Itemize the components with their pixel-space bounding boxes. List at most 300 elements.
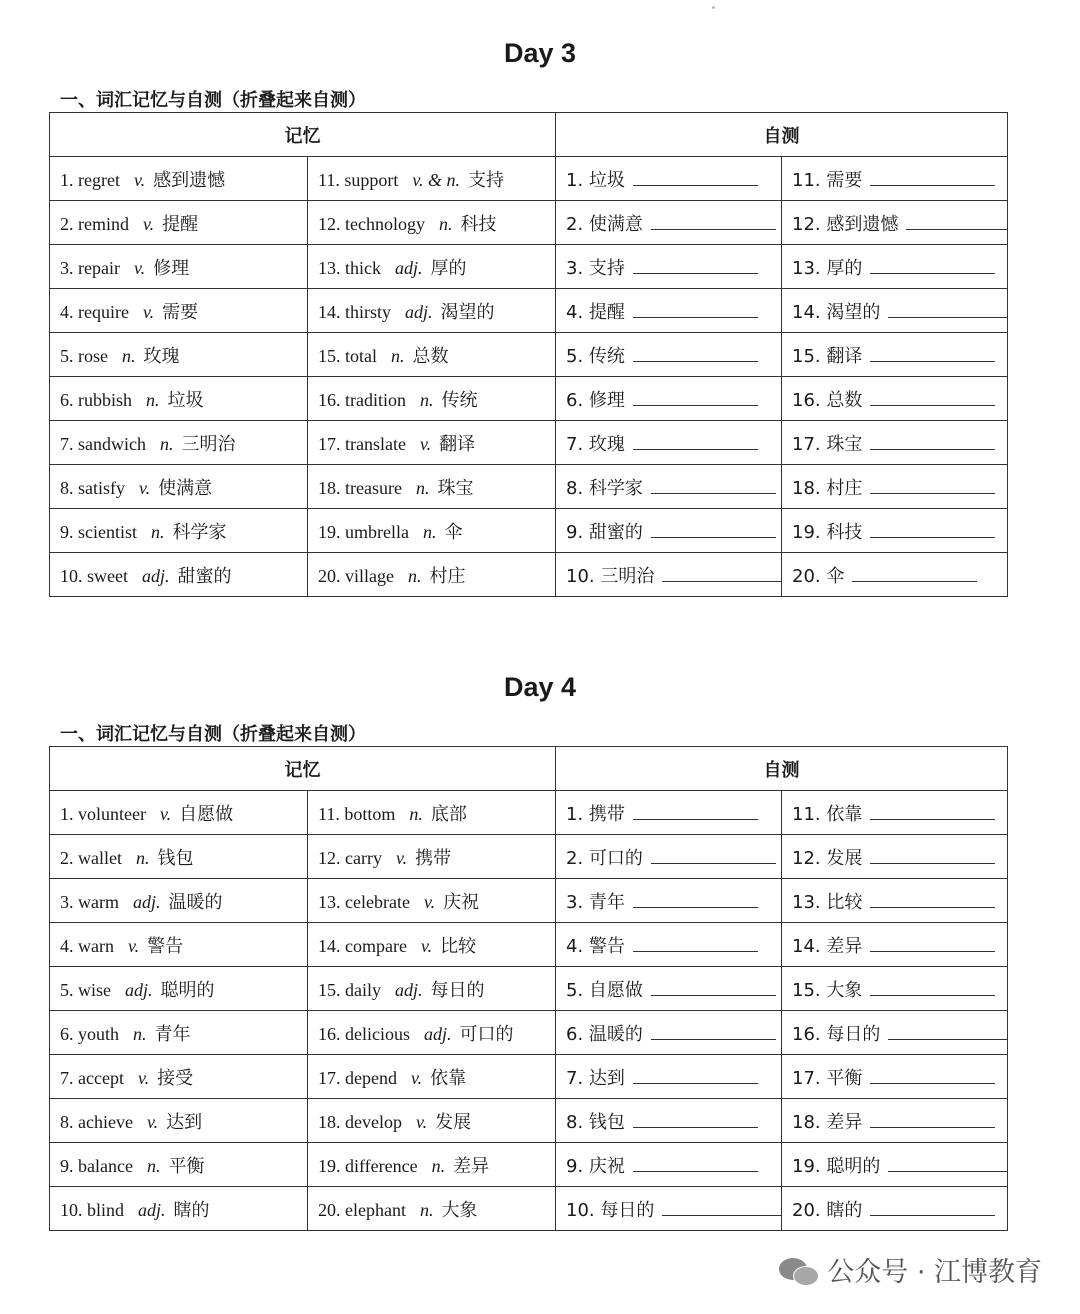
memory-cell xyxy=(50,967,308,1011)
answer-blank[interactable] xyxy=(662,1201,781,1216)
self-test-prompt: 19. 科技 xyxy=(792,521,863,543)
self-test-cell xyxy=(782,879,1008,923)
self-test-prompt: 11. 依靠 xyxy=(792,803,863,825)
memory-cell xyxy=(308,879,556,923)
self-test-cell xyxy=(782,1011,1008,1055)
word-part-of-speech: v. xyxy=(139,477,151,498)
memory-cell xyxy=(50,201,308,245)
self-test-prompt: 7. 达到 xyxy=(566,1067,625,1089)
memory-cell xyxy=(50,1143,308,1187)
word-english: 3. warm xyxy=(60,891,119,912)
word-english: 11. bottom xyxy=(318,803,396,824)
word-part-of-speech: v. xyxy=(133,169,146,190)
word-part-of-speech: v. & n. xyxy=(412,169,460,190)
word-english: 5. wise xyxy=(60,979,111,1000)
word-chinese: 平衡 xyxy=(168,1155,205,1177)
word-part-of-speech: adj. xyxy=(424,1023,452,1044)
self-test-cell xyxy=(782,465,1008,509)
self-test-cell xyxy=(556,1187,782,1231)
word-chinese: 伞 xyxy=(444,521,463,543)
self-test-cell xyxy=(782,835,1008,879)
word-part-of-speech: v. xyxy=(423,891,436,912)
word-part-of-speech: adj. xyxy=(395,257,423,278)
word-chinese: 每日的 xyxy=(430,979,485,1001)
word-english: 1. volunteer xyxy=(60,803,146,824)
word-english: 4. require xyxy=(60,301,129,322)
self-test-cell xyxy=(782,791,1008,835)
memory-cell xyxy=(50,377,308,421)
self-test-prompt: 14. 差异 xyxy=(792,935,863,957)
word-part-of-speech: v. xyxy=(420,935,433,956)
self-test-cell xyxy=(556,1099,782,1143)
self-test-cell xyxy=(782,1143,1008,1187)
word-chinese: 翻译 xyxy=(439,433,476,455)
answer-blank[interactable] xyxy=(633,171,758,186)
word-english: 16. tradition xyxy=(318,389,406,410)
table-row xyxy=(50,289,1008,333)
self-test-cell xyxy=(556,157,782,201)
memory-cell xyxy=(50,157,308,201)
word-part-of-speech: n. xyxy=(422,521,437,542)
word-chinese: 修理 xyxy=(153,257,190,279)
answer-blank[interactable] xyxy=(651,215,776,230)
self-test-prompt: 14. 渴望的 xyxy=(792,301,881,323)
word-english: 6. youth xyxy=(60,1023,120,1044)
memory-cell xyxy=(308,421,556,465)
table-row xyxy=(50,465,1008,509)
memory-cell xyxy=(50,245,308,289)
self-test-cell xyxy=(782,289,1008,333)
answer-blank[interactable] xyxy=(633,303,758,318)
word-english: 12. carry xyxy=(318,847,382,868)
word-english: 19. difference xyxy=(318,1155,418,1176)
answer-blank[interactable] xyxy=(888,1157,1007,1172)
word-part-of-speech: n. xyxy=(133,1023,147,1044)
answer-blank[interactable] xyxy=(651,523,776,538)
self-test-cell xyxy=(556,923,782,967)
self-test-cell xyxy=(782,1099,1008,1143)
word-english: 9. balance xyxy=(60,1155,133,1176)
memory-cell xyxy=(50,1099,308,1143)
memory-cell xyxy=(308,553,556,597)
memory-cell xyxy=(308,377,556,421)
memory-cell xyxy=(50,421,308,465)
self-test-prompt: 10. 三明治 xyxy=(566,565,655,587)
word-english: 9. scientist xyxy=(60,521,137,542)
word-english: 10. sweet xyxy=(60,565,128,586)
word-part-of-speech: n. xyxy=(419,1199,434,1220)
memory-cell xyxy=(50,879,308,923)
self-test-prompt: 13. 比较 xyxy=(792,891,863,913)
word-english: 2. remind xyxy=(60,213,129,234)
word-part-of-speech: n. xyxy=(438,213,453,234)
word-chinese: 聪明的 xyxy=(160,979,215,1001)
memory-cell xyxy=(308,835,556,879)
self-test-prompt: 1. 携带 xyxy=(566,803,625,825)
word-english: 2. wallet xyxy=(60,847,122,868)
answer-blank[interactable] xyxy=(870,479,995,494)
word-english: 19. umbrella xyxy=(318,521,409,542)
memory-cell xyxy=(308,1011,556,1055)
word-part-of-speech: n. xyxy=(135,847,150,868)
answer-blank[interactable] xyxy=(870,849,995,864)
word-english: 5. rose xyxy=(60,345,108,366)
word-chinese: 感到遗憾 xyxy=(153,169,226,191)
table-row xyxy=(50,377,1008,421)
answer-blank[interactable] xyxy=(633,805,758,820)
memory-cell xyxy=(308,1055,556,1099)
word-chinese: 珠宝 xyxy=(437,477,474,499)
word-english: 17. depend xyxy=(318,1067,397,1088)
word-english: 20. village xyxy=(318,565,394,586)
self-test-cell xyxy=(782,377,1008,421)
self-test-cell xyxy=(782,923,1008,967)
word-english: 20. elephant xyxy=(318,1199,406,1220)
word-part-of-speech: n. xyxy=(431,1155,446,1176)
memory-cell xyxy=(50,509,308,553)
table-row xyxy=(50,553,1008,597)
table-row xyxy=(50,245,1008,289)
self-test-prompt: 12. 发展 xyxy=(792,847,863,869)
self-test-prompt: 2. 使满意 xyxy=(566,213,643,235)
self-test-cell xyxy=(556,201,782,245)
word-part-of-speech: v. xyxy=(159,803,172,824)
answer-blank[interactable] xyxy=(870,1201,995,1216)
memory-cell xyxy=(308,245,556,289)
answer-blank[interactable] xyxy=(633,259,758,274)
self-test-prompt: 19. 聪明的 xyxy=(792,1155,881,1177)
self-test-prompt: 12. 感到遗憾 xyxy=(792,213,899,235)
word-part-of-speech: adj. xyxy=(138,1199,166,1220)
self-test-prompt: 3. 青年 xyxy=(566,891,625,913)
self-test-prompt: 4. 提醒 xyxy=(566,301,625,323)
table-row xyxy=(50,967,1008,1011)
self-test-cell xyxy=(782,421,1008,465)
word-english: 11. support xyxy=(318,169,399,190)
memory-cell xyxy=(308,157,556,201)
self-test-cell xyxy=(556,879,782,923)
answer-blank[interactable] xyxy=(870,893,995,908)
memory-cell xyxy=(308,509,556,553)
answer-blank[interactable] xyxy=(633,435,758,450)
answer-blank[interactable] xyxy=(870,805,995,820)
self-test-prompt: 17. 平衡 xyxy=(792,1067,863,1089)
word-part-of-speech: n. xyxy=(409,803,423,824)
table-row xyxy=(50,923,1008,967)
answer-blank[interactable] xyxy=(888,1025,1007,1040)
table-row xyxy=(50,421,1008,465)
answer-blank[interactable] xyxy=(651,479,776,494)
memory-cell xyxy=(50,1011,308,1055)
self-test-cell xyxy=(782,509,1008,553)
word-english: 14. thirsty xyxy=(318,301,392,322)
word-part-of-speech: n. xyxy=(151,521,165,542)
word-chinese: 携带 xyxy=(415,847,452,869)
self-test-cell xyxy=(782,157,1008,201)
answer-blank[interactable] xyxy=(633,347,758,362)
word-chinese: 传统 xyxy=(441,389,478,411)
memory-cell xyxy=(308,289,556,333)
memory-cell xyxy=(50,835,308,879)
word-chinese: 钱包 xyxy=(157,847,194,869)
word-english: 8. achieve xyxy=(60,1111,133,1132)
self-test-cell xyxy=(556,377,782,421)
word-chinese: 三明治 xyxy=(181,433,236,455)
memory-cell xyxy=(308,201,556,245)
word-part-of-speech: v. xyxy=(419,433,432,454)
self-test-prompt: 5. 自愿做 xyxy=(566,979,643,1001)
self-test-header: 自测 xyxy=(556,113,1008,157)
word-chinese: 垃圾 xyxy=(167,389,204,411)
word-chinese: 庆祝 xyxy=(443,891,480,913)
memory-cell xyxy=(308,967,556,1011)
self-test-prompt: 4. 警告 xyxy=(566,935,625,957)
answer-blank[interactable] xyxy=(870,937,995,952)
self-test-prompt: 15. 大象 xyxy=(792,979,863,1001)
answer-blank[interactable] xyxy=(870,435,995,450)
memory-cell xyxy=(50,923,308,967)
table-row xyxy=(50,157,1008,201)
answer-blank[interactable] xyxy=(651,1025,776,1040)
self-test-header: 自测 xyxy=(556,747,1008,791)
word-part-of-speech: adj. xyxy=(395,979,423,1000)
memory-cell xyxy=(50,791,308,835)
day4-section-heading: 一、词汇记忆与自测（折叠起来自测） xyxy=(60,724,366,745)
word-part-of-speech: n. xyxy=(122,345,136,366)
table-row xyxy=(50,333,1008,377)
memory-cell xyxy=(308,1187,556,1231)
self-test-prompt: 13. 厚的 xyxy=(792,257,863,279)
self-test-prompt: 5. 传统 xyxy=(566,345,625,367)
word-chinese: 支持 xyxy=(468,169,504,191)
self-test-cell xyxy=(782,553,1008,597)
answer-blank[interactable] xyxy=(870,1113,995,1128)
word-chinese: 提醒 xyxy=(162,213,199,235)
self-test-prompt: 10. 每日的 xyxy=(566,1199,655,1221)
memory-cell xyxy=(308,791,556,835)
word-chinese: 发展 xyxy=(435,1111,472,1133)
self-test-prompt: 20. 瞎的 xyxy=(792,1199,863,1221)
self-test-cell xyxy=(556,967,782,1011)
table-row xyxy=(50,1143,1008,1187)
self-test-prompt: 6. 温暖的 xyxy=(566,1023,643,1045)
answer-blank[interactable] xyxy=(870,981,995,996)
answer-blank[interactable] xyxy=(870,259,995,274)
table-row xyxy=(50,1011,1008,1055)
word-part-of-speech: v. xyxy=(415,1111,428,1132)
word-english: 7. accept xyxy=(60,1067,124,1088)
word-part-of-speech: adj. xyxy=(132,891,161,912)
word-english: 10. blind xyxy=(60,1199,125,1220)
table-row xyxy=(50,201,1008,245)
word-chinese: 村庄 xyxy=(429,565,466,587)
memory-header: 记忆 xyxy=(50,113,556,157)
word-chinese: 总数 xyxy=(412,345,449,367)
word-part-of-speech: n. xyxy=(159,433,174,454)
word-part-of-speech: n. xyxy=(407,565,422,586)
self-test-cell xyxy=(782,967,1008,1011)
self-test-cell xyxy=(782,1187,1008,1231)
word-chinese: 使满意 xyxy=(158,477,213,499)
word-part-of-speech: v. xyxy=(395,847,408,868)
answer-blank[interactable] xyxy=(870,523,995,538)
self-test-cell xyxy=(556,1143,782,1187)
answer-blank[interactable] xyxy=(852,567,977,582)
self-test-cell xyxy=(556,289,782,333)
watermark xyxy=(779,1250,1042,1289)
memory-cell xyxy=(50,1187,308,1231)
wechat-icon xyxy=(779,1254,819,1286)
memory-header: 记忆 xyxy=(50,747,556,791)
self-test-cell xyxy=(782,1055,1008,1099)
word-english: 13. thick xyxy=(318,257,381,278)
answer-blank[interactable] xyxy=(662,567,781,582)
word-english: 4. warn xyxy=(60,935,114,956)
self-test-prompt: 8. 钱包 xyxy=(566,1111,625,1133)
memory-cell xyxy=(308,1143,556,1187)
memory-cell xyxy=(308,465,556,509)
word-english: 3. repair xyxy=(60,257,120,278)
word-chinese: 瞎的 xyxy=(173,1199,210,1221)
word-english: 14. compare xyxy=(318,935,407,956)
self-test-prompt: 2. 可口的 xyxy=(566,847,643,869)
word-english: 13. celebrate xyxy=(318,891,410,912)
self-test-prompt: 15. 翻译 xyxy=(792,345,863,367)
word-chinese: 依靠 xyxy=(430,1067,467,1089)
self-test-prompt: 20. 伞 xyxy=(792,565,845,587)
table-row xyxy=(50,1055,1008,1099)
word-chinese: 厚的 xyxy=(430,257,467,279)
self-test-prompt: 7. 玫瑰 xyxy=(566,433,625,455)
word-part-of-speech: v. xyxy=(146,1111,159,1132)
answer-blank[interactable] xyxy=(633,937,758,952)
table-row xyxy=(50,791,1008,835)
word-chinese: 青年 xyxy=(154,1023,191,1045)
self-test-cell xyxy=(556,791,782,835)
self-test-cell xyxy=(556,835,782,879)
word-part-of-speech: n. xyxy=(415,477,430,498)
word-part-of-speech: n. xyxy=(420,389,434,410)
word-chinese: 可口的 xyxy=(459,1023,514,1045)
word-english: 16. delicious xyxy=(318,1023,410,1044)
word-chinese: 大象 xyxy=(441,1199,478,1221)
word-english: 1. regret xyxy=(60,169,120,190)
word-chinese: 底部 xyxy=(430,803,467,825)
answer-blank[interactable] xyxy=(906,215,1007,230)
self-test-cell xyxy=(782,201,1008,245)
word-english: 6. rubbish xyxy=(60,389,132,410)
word-chinese: 需要 xyxy=(162,301,199,323)
self-test-cell xyxy=(556,465,782,509)
self-test-prompt: 9. 甜蜜的 xyxy=(566,521,643,543)
answer-blank[interactable] xyxy=(888,303,1007,318)
word-english: 15. total xyxy=(318,345,377,366)
day3-vocab-table xyxy=(49,112,1008,597)
word-english: 8. satisfy xyxy=(60,477,125,498)
watermark-text: 公众号 · 江博教育 xyxy=(827,1257,1042,1288)
memory-cell xyxy=(308,333,556,377)
answer-blank[interactable] xyxy=(633,1113,758,1128)
word-chinese: 渴望的 xyxy=(440,301,495,323)
word-chinese: 玫瑰 xyxy=(143,345,180,367)
table-row xyxy=(50,1187,1008,1231)
memory-cell xyxy=(50,553,308,597)
answer-blank[interactable] xyxy=(633,391,758,406)
memory-cell xyxy=(50,465,308,509)
word-part-of-speech: n. xyxy=(391,345,405,366)
word-english: 18. treasure xyxy=(318,477,402,498)
word-chinese: 警告 xyxy=(147,935,184,957)
word-chinese: 差异 xyxy=(453,1155,490,1177)
self-test-prompt: 8. 科学家 xyxy=(566,477,643,499)
word-part-of-speech: n. xyxy=(146,389,160,410)
table-row xyxy=(50,835,1008,879)
answer-blank[interactable] xyxy=(651,849,776,864)
answer-blank[interactable] xyxy=(870,391,995,406)
self-test-prompt: 9. 庆祝 xyxy=(566,1155,625,1177)
word-english: 17. translate xyxy=(318,433,406,454)
self-test-cell xyxy=(556,509,782,553)
word-part-of-speech: v. xyxy=(137,1067,150,1088)
word-part-of-speech: n. xyxy=(146,1155,161,1176)
table-row xyxy=(50,1099,1008,1143)
memory-cell xyxy=(50,1055,308,1099)
self-test-prompt: 3. 支持 xyxy=(566,257,625,279)
self-test-cell xyxy=(556,1055,782,1099)
answer-blank[interactable] xyxy=(651,981,776,996)
self-test-prompt: 6. 修理 xyxy=(566,389,625,411)
word-english: 12. technology xyxy=(318,213,425,234)
word-english: 15. daily xyxy=(318,979,381,1000)
word-part-of-speech: adj. xyxy=(405,301,433,322)
table-row xyxy=(50,879,1008,923)
word-chinese: 自愿做 xyxy=(179,803,234,825)
answer-blank[interactable] xyxy=(870,1069,995,1084)
self-test-prompt: 18. 差异 xyxy=(792,1111,863,1133)
day4-vocab-table xyxy=(49,746,1008,1231)
word-part-of-speech: adj. xyxy=(125,979,153,1000)
word-chinese: 温暖的 xyxy=(168,891,223,913)
answer-blank[interactable] xyxy=(633,1157,758,1172)
word-part-of-speech: v. xyxy=(410,1067,423,1088)
word-chinese: 科学家 xyxy=(172,521,227,543)
self-test-cell xyxy=(782,333,1008,377)
answer-blank[interactable] xyxy=(870,171,995,186)
memory-cell xyxy=(308,1099,556,1143)
memory-cell xyxy=(50,289,308,333)
self-test-cell xyxy=(556,1011,782,1055)
self-test-prompt: 1. 垃圾 xyxy=(566,169,625,191)
answer-blank[interactable] xyxy=(870,347,995,362)
word-english: 18. develop xyxy=(318,1111,402,1132)
day3-section-heading: 一、词汇记忆与自测（折叠起来自测） xyxy=(60,90,366,111)
memory-cell xyxy=(308,923,556,967)
word-english: 7. sandwich xyxy=(60,433,146,454)
self-test-cell xyxy=(782,245,1008,289)
answer-blank[interactable] xyxy=(633,1069,758,1084)
self-test-prompt: 18. 村庄 xyxy=(792,477,863,499)
word-part-of-speech: v. xyxy=(143,213,155,234)
self-test-cell xyxy=(556,421,782,465)
self-test-cell xyxy=(556,333,782,377)
memory-cell xyxy=(50,333,308,377)
word-chinese: 接受 xyxy=(157,1067,194,1089)
word-part-of-speech: v. xyxy=(127,935,140,956)
word-chinese: 达到 xyxy=(166,1111,203,1133)
answer-blank[interactable] xyxy=(633,893,758,908)
self-test-cell xyxy=(556,553,782,597)
word-chinese: 比较 xyxy=(440,935,477,957)
